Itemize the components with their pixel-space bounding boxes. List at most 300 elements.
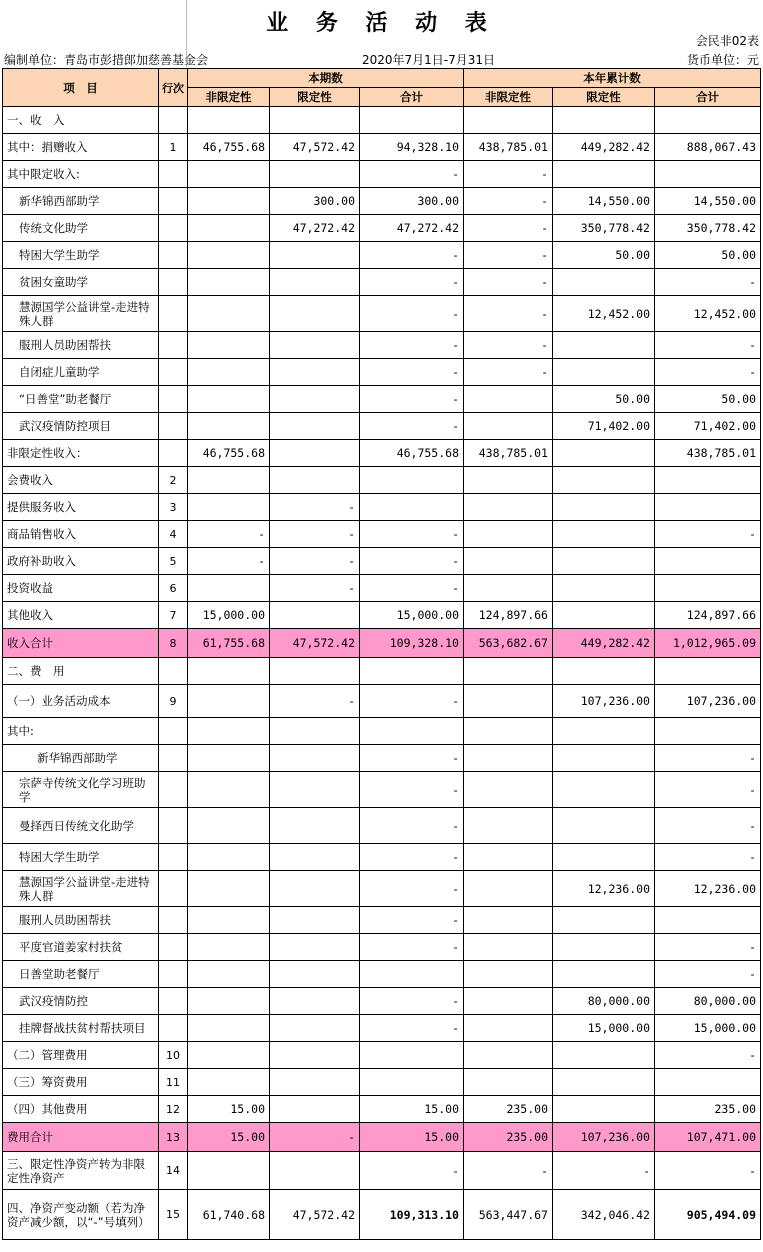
cell-c2 [270, 440, 360, 467]
row-line-no [159, 718, 188, 745]
row-label: 投资收益 [3, 575, 159, 602]
cell-c1: 15.00 [188, 1096, 270, 1123]
cell-y1: 124,897.66 [464, 602, 553, 629]
report-title: 业 务 活 动 表 [266, 11, 497, 36]
cell-c2 [270, 961, 360, 988]
row-line-no [159, 440, 188, 467]
row-line-no [159, 844, 188, 871]
cell-c1 [188, 386, 270, 413]
cell-y2 [553, 332, 655, 359]
report-period: 2020年7月1日-7月31日 [362, 53, 496, 67]
row-label: 商品销售收入 [3, 521, 159, 548]
row-line-no [159, 934, 188, 961]
cell-c2 [270, 1152, 360, 1190]
cell-y2 [553, 467, 655, 494]
cell-y2 [553, 772, 655, 808]
cell-y3 [655, 494, 761, 521]
cell-c1 [188, 934, 270, 961]
col-line: 行次 [159, 69, 188, 107]
cell-y1 [464, 575, 553, 602]
table-row [3, 718, 761, 745]
cell-c2: - [270, 1123, 360, 1152]
cell-c1 [188, 269, 270, 296]
row-line-no [159, 808, 188, 844]
table-row [3, 494, 761, 521]
cell-c3 [360, 658, 464, 685]
row-label: “日善堂”助老餐厅 [3, 386, 159, 413]
table-row [3, 242, 761, 269]
cell-c1: 61,740.68 [188, 1190, 270, 1240]
cell-y1: - [464, 296, 553, 332]
cell-c3: - [360, 161, 464, 188]
cell-c3: - [360, 934, 464, 961]
cell-y2 [553, 844, 655, 871]
cell-y1 [464, 772, 553, 808]
cell-c2: 47,272.42 [270, 215, 360, 242]
cell-y3: 50.00 [655, 386, 761, 413]
cell-y3 [655, 107, 761, 134]
table-row [3, 934, 761, 961]
cell-c1 [188, 871, 270, 907]
row-line-no [159, 269, 188, 296]
table-row [3, 332, 761, 359]
cell-c1 [188, 188, 270, 215]
cell-c3: - [360, 521, 464, 548]
row-line-no [159, 107, 188, 134]
col-current-total: 合计 [360, 88, 464, 107]
table-row [3, 808, 761, 844]
table-row [3, 1015, 761, 1042]
cell-c3: - [360, 242, 464, 269]
cell-y3: - [655, 961, 761, 988]
col-current-restricted: 限定性 [270, 88, 360, 107]
row-label: 新华锦西部助学 [3, 188, 159, 215]
row-line-no [159, 296, 188, 332]
cell-c2: - [270, 685, 360, 718]
cell-y3: - [655, 808, 761, 844]
cell-y1 [464, 467, 553, 494]
row-label: （四）其他费用 [3, 1096, 159, 1123]
cell-c2: 300.00 [270, 188, 360, 215]
row-line-no [159, 242, 188, 269]
cell-y1: - [464, 359, 553, 386]
row-line-no: 1 [159, 134, 188, 161]
cell-y3: 71,402.00 [655, 413, 761, 440]
cell-y2: 14,550.00 [553, 188, 655, 215]
cell-y1: 563,682.67 [464, 629, 553, 658]
table-row [3, 215, 761, 242]
cell-c2 [270, 107, 360, 134]
cell-y3: 1,012,965.09 [655, 629, 761, 658]
cell-y1 [464, 1042, 553, 1069]
cell-y2: 12,236.00 [553, 871, 655, 907]
cell-c3: - [360, 1015, 464, 1042]
cell-c3: - [360, 575, 464, 602]
cell-c3: 47,272.42 [360, 215, 464, 242]
cell-c3 [360, 467, 464, 494]
cell-c1 [188, 494, 270, 521]
cell-c3: - [360, 907, 464, 934]
cell-y1 [464, 745, 553, 772]
cell-y3: - [655, 521, 761, 548]
row-line-no: 4 [159, 521, 188, 548]
cell-y1: 235.00 [464, 1123, 553, 1152]
row-line-no [159, 961, 188, 988]
cell-c3: - [360, 332, 464, 359]
cell-c1 [188, 808, 270, 844]
cell-c2 [270, 242, 360, 269]
table-row [3, 296, 761, 332]
row-line-no [159, 161, 188, 188]
row-line-no: 5 [159, 548, 188, 575]
cell-y1 [464, 386, 553, 413]
table-row [3, 1190, 761, 1240]
cell-c3: - [360, 808, 464, 844]
cell-c2 [270, 467, 360, 494]
cell-y2 [553, 107, 655, 134]
row-label: 非限定性收入： [3, 440, 159, 467]
row-line-no [159, 386, 188, 413]
col-ytd-total: 合计 [655, 88, 761, 107]
cell-c3: - [360, 413, 464, 440]
cell-y3: - [655, 359, 761, 386]
cell-c1 [188, 772, 270, 808]
cell-y2 [553, 521, 655, 548]
cell-c2: - [270, 548, 360, 575]
cell-c1 [188, 1015, 270, 1042]
cell-y3: 12,452.00 [655, 296, 761, 332]
cell-y2: 80,000.00 [553, 988, 655, 1015]
table-row [3, 1069, 761, 1096]
cell-c2: - [270, 494, 360, 521]
cell-c1: 15,000.00 [188, 602, 270, 629]
row-line-no: 13 [159, 1123, 188, 1152]
cell-y1 [464, 871, 553, 907]
form-code: 会民非02表 [695, 34, 759, 48]
col-ytd: 本年累计数 [464, 69, 761, 88]
cell-c1 [188, 658, 270, 685]
cell-y3: - [655, 745, 761, 772]
row-line-no: 10 [159, 1042, 188, 1069]
cell-y3: 107,236.00 [655, 685, 761, 718]
cell-c1 [188, 1042, 270, 1069]
cell-y3: - [655, 772, 761, 808]
cell-c3 [360, 1042, 464, 1069]
cell-y1 [464, 907, 553, 934]
table-row [3, 269, 761, 296]
cell-y2 [553, 1096, 655, 1123]
row-label: 一、收 入 [3, 107, 159, 134]
table-row [3, 772, 761, 808]
table-row [3, 871, 761, 907]
table-row [3, 907, 761, 934]
cell-c2 [270, 772, 360, 808]
col-ytd-restricted: 限定性 [553, 88, 655, 107]
cell-y1 [464, 961, 553, 988]
cell-y3: 905,494.09 [655, 1190, 761, 1240]
cell-c1: 15.00 [188, 1123, 270, 1152]
cell-c1 [188, 718, 270, 745]
row-line-no [159, 188, 188, 215]
row-line-no [159, 745, 188, 772]
cell-c1 [188, 242, 270, 269]
cell-y1: 235.00 [464, 1096, 553, 1123]
cell-y3: 80,000.00 [655, 988, 761, 1015]
cell-c2 [270, 1042, 360, 1069]
cell-c2 [270, 745, 360, 772]
cell-c2 [270, 844, 360, 871]
table-row [3, 161, 761, 188]
table-row [3, 359, 761, 386]
cell-c2 [270, 1015, 360, 1042]
cell-c2: - [270, 575, 360, 602]
cell-y3 [655, 658, 761, 685]
table-row [3, 107, 761, 134]
cell-c1 [188, 161, 270, 188]
cell-y2: 449,282.42 [553, 629, 655, 658]
cell-y1: - [464, 1152, 553, 1190]
cell-y3: 438,785.01 [655, 440, 761, 467]
table-row [3, 961, 761, 988]
cell-c1: - [188, 548, 270, 575]
cell-y2 [553, 269, 655, 296]
activity-table [2, 68, 761, 1240]
cell-y2 [553, 658, 655, 685]
cell-y1 [464, 988, 553, 1015]
cell-c1 [188, 685, 270, 718]
table-body [3, 107, 761, 1240]
cell-y1: - [464, 188, 553, 215]
cell-y1 [464, 494, 553, 521]
table-row [3, 844, 761, 871]
cell-c1: 46,755.68 [188, 440, 270, 467]
row-label: 其中限定收入: [3, 161, 159, 188]
row-line-no: 3 [159, 494, 188, 521]
row-label: 传统文化助学 [3, 215, 159, 242]
row-label: 二、费 用 [3, 658, 159, 685]
col-current: 本期数 [188, 69, 464, 88]
row-line-no: 12 [159, 1096, 188, 1123]
row-label: 收入合计 [3, 629, 159, 658]
cell-y1 [464, 718, 553, 745]
cell-c1 [188, 332, 270, 359]
table-row [3, 1123, 761, 1152]
table-row [3, 988, 761, 1015]
cell-c1 [188, 988, 270, 1015]
row-line-no [159, 907, 188, 934]
cell-c3: - [360, 359, 464, 386]
cell-y2 [553, 1042, 655, 1069]
row-label: 费用合计 [3, 1123, 159, 1152]
cell-y2: - [553, 1152, 655, 1190]
cell-y2 [553, 440, 655, 467]
cell-c2 [270, 718, 360, 745]
row-label: 会费收入 [3, 467, 159, 494]
cell-c2 [270, 296, 360, 332]
cell-c1: - [188, 521, 270, 548]
row-line-no [159, 1015, 188, 1042]
cell-y1: - [464, 242, 553, 269]
cell-y3: - [655, 332, 761, 359]
cell-c3: - [360, 296, 464, 332]
cell-c3: - [360, 988, 464, 1015]
cell-y2: 350,778.42 [553, 215, 655, 242]
row-label: 贫困女童助学 [3, 269, 159, 296]
cell-c3 [360, 494, 464, 521]
cell-y2 [553, 602, 655, 629]
row-line-no [159, 359, 188, 386]
row-line-no: 9 [159, 685, 188, 718]
cell-y3: 235.00 [655, 1096, 761, 1123]
row-label: 其中: [3, 718, 159, 745]
cell-y1 [464, 107, 553, 134]
row-label: 四、净资产变动额（若为净资产减少额，以“-”号填列） [3, 1190, 159, 1240]
row-label: 日善堂助老餐厅 [3, 961, 159, 988]
cell-y1 [464, 521, 553, 548]
cell-y2 [553, 934, 655, 961]
cell-y3: 15,000.00 [655, 1015, 761, 1042]
cell-c1 [188, 107, 270, 134]
cell-c3: 109,328.10 [360, 629, 464, 658]
row-line-no [159, 658, 188, 685]
cell-c2 [270, 1096, 360, 1123]
row-label: 特困大学生助学 [3, 844, 159, 871]
row-label: 自闭症儿童助学 [3, 359, 159, 386]
cell-y3 [655, 718, 761, 745]
cell-c1: 46,755.68 [188, 134, 270, 161]
row-label: 服刑人员助困帮扶 [3, 332, 159, 359]
row-line-no: 6 [159, 575, 188, 602]
cell-c3 [360, 961, 464, 988]
cell-y1 [464, 844, 553, 871]
row-label: 慧源国学公益讲堂-走进特殊人群 [3, 296, 159, 332]
table-row [3, 685, 761, 718]
cell-y2 [553, 548, 655, 575]
cell-c3: 15,000.00 [360, 602, 464, 629]
row-line-no [159, 413, 188, 440]
table-row [3, 658, 761, 685]
cell-c2 [270, 332, 360, 359]
cell-y1: 438,785.01 [464, 134, 553, 161]
table-row [3, 602, 761, 629]
table-row [3, 467, 761, 494]
cell-c1 [188, 467, 270, 494]
cell-y3: - [655, 844, 761, 871]
row-line-no [159, 772, 188, 808]
cell-y2 [553, 745, 655, 772]
cell-c2 [270, 1069, 360, 1096]
cell-c2 [270, 161, 360, 188]
cell-y3: 350,778.42 [655, 215, 761, 242]
table-row [3, 134, 761, 161]
row-line-no [159, 215, 188, 242]
row-line-no: 14 [159, 1152, 188, 1190]
cell-y2: 50.00 [553, 242, 655, 269]
cell-c3: 94,328.10 [360, 134, 464, 161]
cell-c1 [188, 907, 270, 934]
cell-y1 [464, 658, 553, 685]
col-item: 项 目 [3, 69, 159, 107]
table-row [3, 1152, 761, 1190]
cell-y3 [655, 907, 761, 934]
cell-y2 [553, 1069, 655, 1096]
cell-y2: 342,046.42 [553, 1190, 655, 1240]
cell-c1 [188, 745, 270, 772]
cell-c3: - [360, 772, 464, 808]
cell-y2 [553, 961, 655, 988]
table-row [3, 521, 761, 548]
cell-c3: - [360, 844, 464, 871]
row-label: 新华锦西部助学 [3, 745, 159, 772]
table-row [3, 1042, 761, 1069]
row-label: 武汉疫情防控 [3, 988, 159, 1015]
cell-y3: 12,236.00 [655, 871, 761, 907]
row-line-no: 7 [159, 602, 188, 629]
cell-y3: - [655, 934, 761, 961]
cell-c1 [188, 961, 270, 988]
cell-y1: 563,447.67 [464, 1190, 553, 1240]
cell-y1 [464, 1015, 553, 1042]
cell-c2 [270, 413, 360, 440]
cell-c3: - [360, 871, 464, 907]
cell-c3: - [360, 685, 464, 718]
cell-y3: - [655, 1042, 761, 1069]
cell-y2 [553, 494, 655, 521]
cell-c2: 47,572.42 [270, 134, 360, 161]
row-label: 三、限定性净资产转为非限定性净资产 [3, 1152, 159, 1190]
cell-y2 [553, 359, 655, 386]
cell-y3: - [655, 1152, 761, 1190]
cell-c1 [188, 413, 270, 440]
cell-y1 [464, 808, 553, 844]
cell-y2 [553, 575, 655, 602]
col-current-unrestricted: 非限定性 [188, 88, 270, 107]
cell-c3: - [360, 386, 464, 413]
cell-y2: 107,236.00 [553, 685, 655, 718]
cell-c2: 47,572.42 [270, 629, 360, 658]
cell-c3: - [360, 269, 464, 296]
cell-c3: - [360, 548, 464, 575]
cell-c2 [270, 808, 360, 844]
cell-y2: 15,000.00 [553, 1015, 655, 1042]
table-row [3, 575, 761, 602]
cell-y2: 12,452.00 [553, 296, 655, 332]
cell-c2 [270, 658, 360, 685]
cell-y1: 438,785.01 [464, 440, 553, 467]
cell-y2 [553, 718, 655, 745]
cell-y1: - [464, 269, 553, 296]
row-line-no [159, 332, 188, 359]
cell-y1 [464, 934, 553, 961]
cell-y3 [655, 548, 761, 575]
reporting-unit: 编制单位：青岛市彭措郎加慈善基金会 [4, 53, 209, 67]
cell-c2 [270, 359, 360, 386]
row-label: （二）管理费用 [3, 1042, 159, 1069]
cell-c3: 300.00 [360, 188, 464, 215]
cell-c2 [270, 871, 360, 907]
cell-c3 [360, 718, 464, 745]
cell-y1 [464, 685, 553, 718]
cell-y1: - [464, 161, 553, 188]
cell-y3 [655, 575, 761, 602]
cell-c2 [270, 386, 360, 413]
cell-y1 [464, 1069, 553, 1096]
row-label: 服刑人员助困帮扶 [3, 907, 159, 934]
row-label: 特困大学生助学 [3, 242, 159, 269]
cell-y1: - [464, 215, 553, 242]
cell-y1 [464, 413, 553, 440]
cell-c2: 47,572.42 [270, 1190, 360, 1240]
